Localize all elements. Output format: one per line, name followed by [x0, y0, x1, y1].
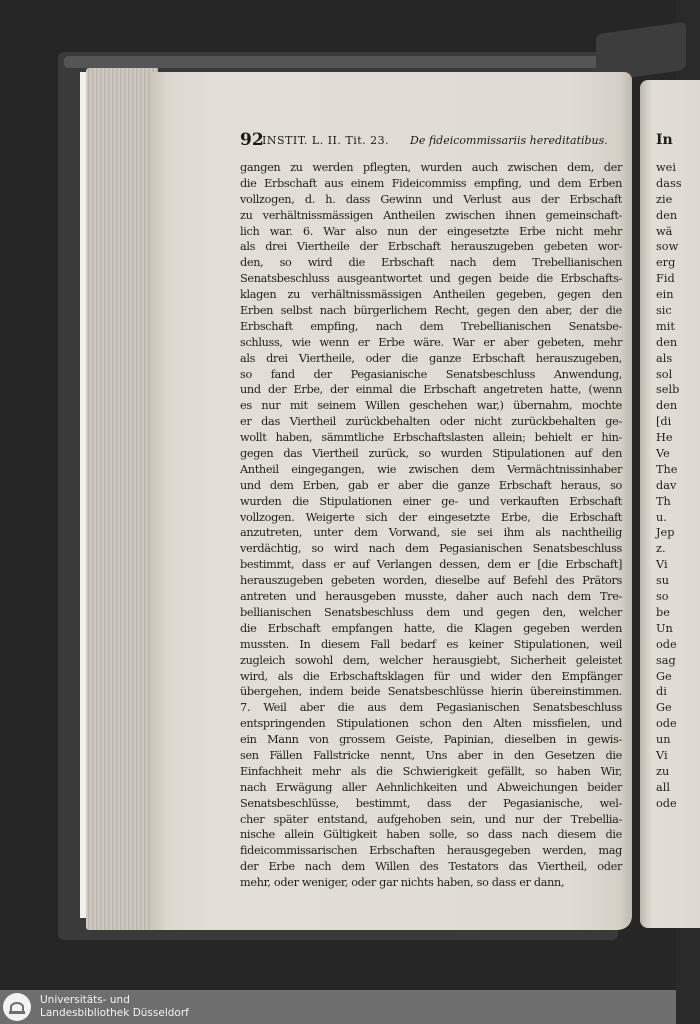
facing-text-line: ode — [656, 717, 677, 731]
facing-text-line: wei — [656, 161, 676, 174]
facing-text-line: selb — [656, 383, 680, 397]
text-line: Senatsbeschlüsse, bestimmt, dass der Pegasianische, wel- — [240, 796, 622, 810]
facing-text-line: so — [656, 590, 669, 604]
text-line: wird, als die Erbschaftsklagen für und wider den Empfänger — [240, 669, 622, 683]
text-line: gangen zu werden pflegten, wurden auch zwischen dem, der — [240, 161, 622, 174]
text-line: vollzogen. Weigerte sich der eingesetzte Erbe, die Erbschaft — [240, 510, 622, 524]
facing-text-line: sol — [656, 367, 673, 381]
text-line: nach Erwägung aller Aehnlichkeiten und Abweichungen beider — [240, 780, 622, 794]
facing-text-line: all — [656, 780, 670, 794]
text-line: und dem Erben, gab er aber die ganze Erbschaft heraus, so — [240, 478, 622, 492]
facing-text-line: erg — [656, 256, 676, 270]
section-title: De fideicommissariis hereditatibus. — [410, 134, 608, 147]
facing-text-line: Ve — [656, 447, 670, 461]
facing-text-line: The — [656, 462, 678, 476]
text-line: es nur mit seinem Willen geschehen war,) übernahm, mochte — [240, 399, 622, 413]
facing-text-line: di — [656, 685, 667, 699]
text-line: gegen das Viertheil zurück, so wurden Stipulationen auf den — [240, 447, 622, 461]
library-name-line1: Universitäts- und — [40, 994, 130, 1006]
facing-text-line: sag — [656, 653, 676, 667]
text-line: 7. Weil aber die aus dem Pegasianischen Senatsbeschluss — [240, 701, 622, 715]
page-header — [240, 130, 622, 154]
text-line: so fand der Pegasianische Senatsbeschluss Anwendung, — [240, 367, 622, 381]
text-line: nische allein Gültigkeit haben solle, so dass nach diesem die — [240, 828, 622, 842]
facing-text-line: su — [656, 574, 670, 588]
text-line: übergehen, indem beide Senatsbeschlüsse hierin übereinstimmen. — [240, 685, 622, 699]
text-line: lich war. 6. War also nun der eingesetzte Erbe nicht mehr — [240, 224, 622, 238]
page-body-text — [240, 160, 622, 890]
text-line: als drei Viertheile der Erbschaft herauszugeben gebeten wor- — [240, 240, 622, 254]
facing-text-line: wä — [656, 224, 673, 238]
text-line: bestimmt, dass er auf Verlangen dessen, dem er [die Erbschaft] — [240, 558, 622, 572]
facing-text-line: sic — [656, 304, 672, 318]
text-line: Einfachheit mehr als die Schwierigkeit gefällt, so haben Wir, — [240, 764, 622, 778]
facing-text-line: Vi — [656, 558, 668, 572]
text-line: antreten und herausgeben musste, daher auch nach dem Tre- — [240, 590, 622, 604]
text-line: mehr, oder weniger, oder gar nichts haben, so dass er dann, — [240, 876, 565, 890]
facing-text-line: Ge — [656, 701, 672, 715]
page-number: 92 — [240, 130, 264, 150]
facing-text-line: ode — [656, 796, 677, 810]
facing-text-line: dass — [656, 176, 682, 190]
facing-text-line: ode — [656, 637, 677, 651]
book-cover-edge — [64, 56, 624, 68]
facing-text-line: den — [656, 208, 678, 222]
page-stack-edges — [86, 68, 158, 930]
text-line: Erben selbst nach bürgerlichem Recht, gegen den aber, der die — [240, 304, 622, 318]
facing-text-line: ein — [656, 288, 674, 302]
text-line: die Erbschaft empfangen hatte, die Klagen gegeben werden — [240, 621, 622, 635]
library-logo-icon — [3, 993, 31, 1021]
facing-page-text — [656, 130, 682, 850]
text-line: zugleich sowohl dem, welcher herausgiebt, Sicherheit geleistet — [240, 653, 622, 667]
text-line: klagen zu verhältnissmässigen Antheilen gegeben, gegen den — [240, 288, 622, 302]
facing-text-line: zu — [656, 764, 670, 778]
running-title: INSTIT. L. II. Tit. 23. — [262, 134, 390, 147]
text-line: er das Viertheil zurückbehalten oder nicht zurückbehalten ge- — [240, 415, 622, 429]
facing-text-line: mit — [656, 319, 675, 333]
text-line: vollzogen, d. h. dass Gewinn und Verlust aus der Erbschaft — [240, 192, 622, 206]
facing-text-line: zie — [656, 192, 673, 206]
facing-text-line: Jep — [656, 526, 675, 540]
facing-text-line: z. — [656, 542, 666, 556]
facing-text-line: be — [656, 605, 670, 619]
text-line: bellianischen Senatsbeschluss dem und gegen den, welcher — [240, 605, 622, 619]
text-line: der Erbe nach dem Willen des Testators das Viertheil, oder — [240, 860, 622, 874]
text-line: ein Mann von grossem Geiste, Papinian, dieselben in gewis- — [240, 733, 622, 747]
facing-text-line: sow — [656, 240, 679, 254]
facing-text-line: als — [656, 351, 673, 365]
text-line: Antheil eingegangen, wie zwischen dem Vermächtnissinhaber — [240, 462, 622, 476]
facing-text-line: dav — [656, 478, 677, 492]
text-line: fideicommissarischen Erbschaften herausgegeben werden, mag — [240, 844, 622, 858]
facing-text-line: Un — [656, 621, 673, 635]
facing-text-line: Ge — [656, 669, 672, 683]
text-line: herauszugeben gebeten worden, dieselbe auf Befehl des Prätors — [240, 574, 622, 588]
text-line: sen Fällen Fallstricke nennt, Uns aber in den Gesetzen die — [240, 748, 622, 762]
text-line: wurden die Stipulationen einer ge- und verkauften Erbschaft — [240, 494, 622, 508]
facing-text-line: Vi — [656, 748, 668, 762]
text-line: die Erbschaft aus einem Fideicommiss empfing, und dem Erben — [240, 176, 622, 190]
text-line: entspringenden Stipulationen schon den Alten missfielen, und — [240, 717, 622, 731]
facing-text-line: Fid — [656, 272, 675, 286]
facing-text-line: den — [656, 335, 678, 349]
library-footer-bar — [0, 990, 676, 1024]
facing-text-line: [di — [656, 415, 672, 429]
facing-text-line: u. — [656, 510, 667, 524]
text-line: und der Erbe, der einmal die Erbschaft angetreten hatte, (wenn — [240, 383, 622, 397]
facing-text-line: un — [656, 733, 671, 747]
text-line: zu verhältnissmässigen Antheilen zwischen ihnen gemeinschaft- — [240, 208, 622, 222]
text-line: wollt haben, sämmtliche Erbschaftslasten allein; behielt er hin- — [240, 431, 622, 445]
facing-text-line: He — [656, 431, 673, 445]
text-line: mussten. In diesem Fall bedarf es keiner Stipulationen, weil — [240, 637, 622, 651]
facing-text-line: In — [656, 132, 673, 148]
text-line: anzutreten, unter dem Vorwand, sie sei ihm als nachtheilig — [240, 526, 622, 540]
text-line: als drei Viertheile, oder die ganze Erbschaft herauszugeben, — [240, 351, 622, 365]
text-line: schluss, wie wenn er Erbe wäre. War er aber gebeten, mehr — [240, 335, 622, 349]
facing-text-line: den — [656, 399, 678, 413]
text-line: den, so wird die Erbschaft nach dem Trebellianischen — [240, 256, 622, 270]
text-line: verdächtig, so wird nach dem Pegasianischen Senatsbeschluss — [240, 542, 622, 556]
text-line: cher später entstand, aufgehoben sein, und nur der Trebellia- — [240, 812, 622, 826]
library-name-line2: Landesbibliothek Düsseldorf — [40, 1007, 189, 1019]
facing-text-line: Th — [656, 494, 671, 508]
text-line: Erbschaft empfing, nach dem Trebellianischen Senatsbe- — [240, 319, 622, 333]
text-line: Senatsbeschluss ausgeantwortet und gegen beide die Erbschafts- — [240, 272, 622, 286]
